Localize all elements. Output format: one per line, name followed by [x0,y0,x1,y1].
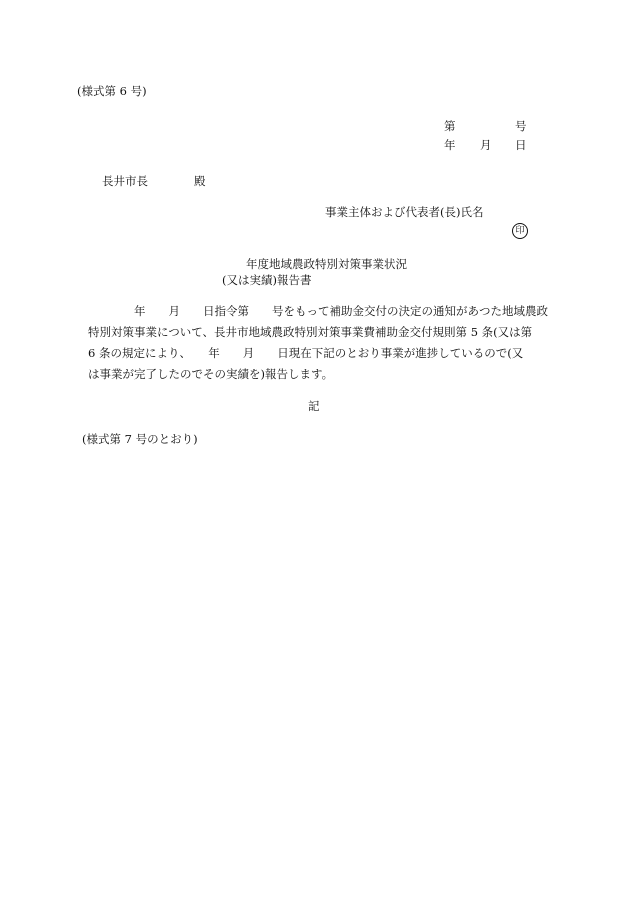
date-day-label: 日 [515,138,527,152]
body-text-line-4: は事業が完了したのでその実績を)報告します。 [88,367,334,381]
document-number-prefix: 第 [444,119,456,133]
addressee-name: 長井市長 [102,174,148,188]
form-number: (様式第 6 号) [77,84,147,98]
addressee-honorific: 殿 [194,174,206,188]
form-reference: (様式第 7 号のとおり) [82,432,198,446]
date-month-label: 月 [480,138,492,152]
ki-heading: 記 [308,399,320,413]
applicant-label: 事業主体および代表者(長)氏名 [325,205,484,219]
date-year-label: 年 [444,138,456,152]
document-number-suffix: 号 [515,119,527,133]
document-title-line-1: 年度地域農政特別対策事業状況 [246,257,407,271]
body-text-line-1: 年 月 日指令第 号をもって補助金交付の決定の通知があつた地域農政 [88,304,548,318]
body-text-line-2: 特別対策事業について、長井市地域農政特別対策事業費補助金交付規則第 5 条(又は第 [88,325,533,339]
body-text-line-3: 6 条の規定により、 年 月 日現在下記のとおり事業が進捗しているので(又 [88,346,524,360]
seal-icon: 印 [512,223,528,239]
document-title-line-2: (又は実績)報告書 [222,273,312,287]
